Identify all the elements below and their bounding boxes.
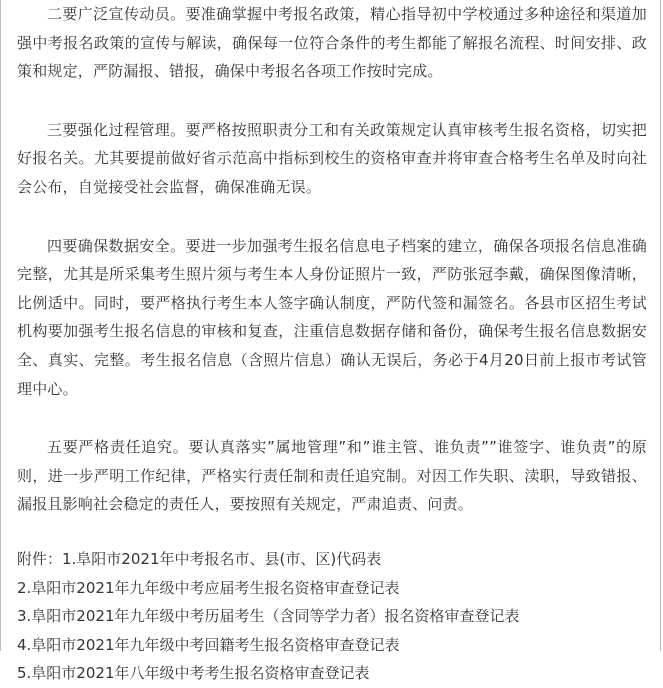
paragraph-gap <box>17 403 647 433</box>
paragraph-gap <box>17 519 647 545</box>
attachment-item-2: 2.阜阳市2021年九年级中考应届考生报名资格审查登记表 <box>17 578 400 597</box>
paragraph-process-management: 三要强化过程管理。要严格按照职责分工和有关政策规定认真审核考生报名资格，切实把好报名关。尤其要提前做好省示范高中指标到校生的资格审查并将审查合格考生名单及时向社会公布，自觉接受社会监督，确保准确无误。 <box>17 120 647 196</box>
attachment-item-1: 附件：1.阜阳市2021年中考报名市、县(市、区)代码表 <box>17 549 382 568</box>
attachment-item-5: 5.阜阳市2021年八年级中考考生报名资格审查登记表 <box>17 664 370 683</box>
paragraph-gap <box>17 86 647 116</box>
paragraph-gap <box>17 202 647 232</box>
paragraph-accountability: 五要严格责任追究。要认真落实”属地管理”和”谁主管、谁负责””谁签字、谁负责”的原则，进一步严明工作纪律，严格实行责任制和责任追究制。对因工作失职、渎职，导致错报、漏报且影响社会稳定的责任人，要按照有关规定，严肃追责、问责。 <box>17 438 647 514</box>
paragraph-publicity: 二要广泛宣传动员。要准确掌握中考报名政策，精心指导初中学校通过多种途径和渠道加强中考报名政策的宣传与解读，确保每一位符合条件的考生都能了解报名流程、时间安排、政策和规定，严防漏报、错报，确保中考报名各项工作按时完成。 <box>17 5 647 81</box>
document-body <box>17 0 647 688</box>
attachment-item-3: 3.阜阳市2021年九年级中考历届考生（含同等学力者）报名资格审查登记表 <box>17 607 520 626</box>
paragraph-data-security: 四要确保数据安全。要进一步加强考生报名信息电子档案的建立，确保各项报名信息准确完整，尤其是所采集考生照片须与考生本人身份证照片一致，严防张冠李戴，确保图像清晰，比例适中。同时，要严格执行考生本人签字确认制度，严防代签和漏签名。各县市区招生考试机构要加强考生报名信息的审核和复查，注重信息数据存储和备份，确保考生报名信息数据安全、真实、完整。考生报名信息（含照片信息）确认无误后，务必于4月20日前上报市考试管理中心。 <box>17 236 647 398</box>
attachment-item-4: 4.阜阳市2021年九年级中考回籍考生报名资格审查登记表 <box>17 635 400 654</box>
